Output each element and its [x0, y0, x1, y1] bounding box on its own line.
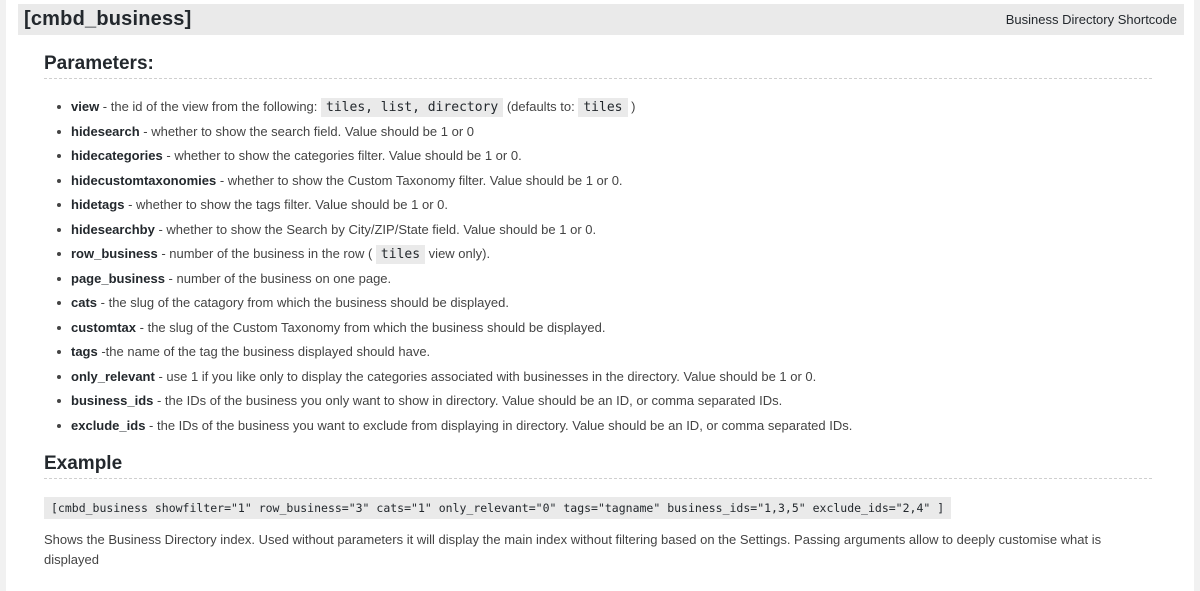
parameter-text: - number of the business in the row ( [157, 246, 376, 261]
parameter-text: - whether to show the Search by City/ZIP/State field. Value should be 1 or 0. [154, 221, 597, 237]
shortcode-description: Business Directory Shortcode [1005, 12, 1177, 27]
parameter-item [54, 268, 1174, 293]
parameter-name: hidecategories [71, 148, 163, 163]
parameter-name: hidetags [71, 197, 125, 212]
example-description: Shows the Business Directory index. Used without parameters it will display the main index without filtering based on the Settings. Passing arguments allow to deeply customise what is displayed [44, 532, 1102, 567]
parameter-name: hidecustomtaxonomies [71, 172, 217, 188]
parameters-heading: Parameters: [44, 53, 1152, 79]
parameter-item [54, 415, 1174, 440]
parameter-name: hidesearchby [71, 221, 155, 237]
parameter-code: tiles, list, directory [321, 98, 503, 117]
parameter-name: only_relevant [71, 368, 155, 384]
shortcode-panel [6, 0, 1194, 591]
parameter-text: - number of the business on one page. [164, 270, 392, 286]
example-heading: Example [44, 453, 1152, 479]
parameter-name: row_business [71, 246, 158, 261]
parameter-text: - whether to show the search field. Value should be 1 or 0 [139, 123, 474, 139]
parameter-item [54, 194, 1174, 219]
shortcode-header [18, 4, 1184, 35]
parameter-name: tags [71, 344, 98, 359]
parameter-name: view [71, 99, 100, 114]
parameter-item [54, 317, 1174, 342]
parameter-item [54, 341, 1174, 366]
parameter-item [54, 121, 1174, 146]
parameter-name: page_business [71, 270, 165, 286]
parameter-code: tiles [578, 98, 627, 117]
parameter-text: - whether to show the tags filter. Value should be 1 or 0. [124, 197, 448, 212]
parameter-item [54, 219, 1174, 244]
parameter-item [54, 390, 1174, 415]
parameter-text: view only). [425, 246, 491, 261]
parameter-text: - the slug of the catagory from which the business should be displayed. [97, 295, 509, 310]
parameters-list [54, 96, 1174, 439]
parameter-text: ) [627, 99, 636, 114]
parameter-text: - the slug of the Custom Taxonomy from which the business should be displayed. [136, 319, 606, 335]
parameter-text: -the name of the tag the business displayed should have. [97, 344, 431, 359]
parameter-name: cats [71, 295, 98, 310]
parameter-text: (defaults to: [503, 99, 579, 114]
parameter-item [54, 96, 1174, 121]
parameter-item [54, 243, 1174, 268]
parameter-text: - whether to show the Custom Taxonomy filter. Value should be 1 or 0. [216, 172, 623, 188]
parameter-text: - the IDs of the business you only want to show in directory. Value should be an ID, or comma separated IDs. [153, 393, 783, 408]
parameter-name: hidesearch [71, 123, 140, 139]
parameter-text: - use 1 if you like only to display the categories associated with businesses in the directory. Value should be 1 or 0. [154, 368, 817, 384]
parameter-item [54, 366, 1174, 391]
example-code: [cmbd_business showfilter="1" row_business="3" cats="1" only_relevant="0" tags="tagname" business_ids="1,3,5" exclude_ids="2,4" ] [44, 497, 951, 519]
shortcode-title: [cmbd_business] [24, 8, 192, 30]
parameter-text: - the IDs of the business you want to exclude from displaying in directory. Value should be an ID, or comma separated IDs. [145, 417, 853, 433]
parameter-code: tiles [376, 245, 425, 264]
parameter-item [54, 145, 1174, 170]
parameter-text: - the id of the view from the following: [99, 99, 322, 114]
parameter-name: business_ids [71, 393, 154, 408]
parameter-item [54, 292, 1174, 317]
parameter-name: exclude_ids [71, 417, 146, 433]
parameter-item [54, 170, 1174, 195]
parameter-text: - whether to show the categories filter. Value should be 1 or 0. [162, 148, 522, 163]
parameter-name: customtax [71, 319, 137, 335]
